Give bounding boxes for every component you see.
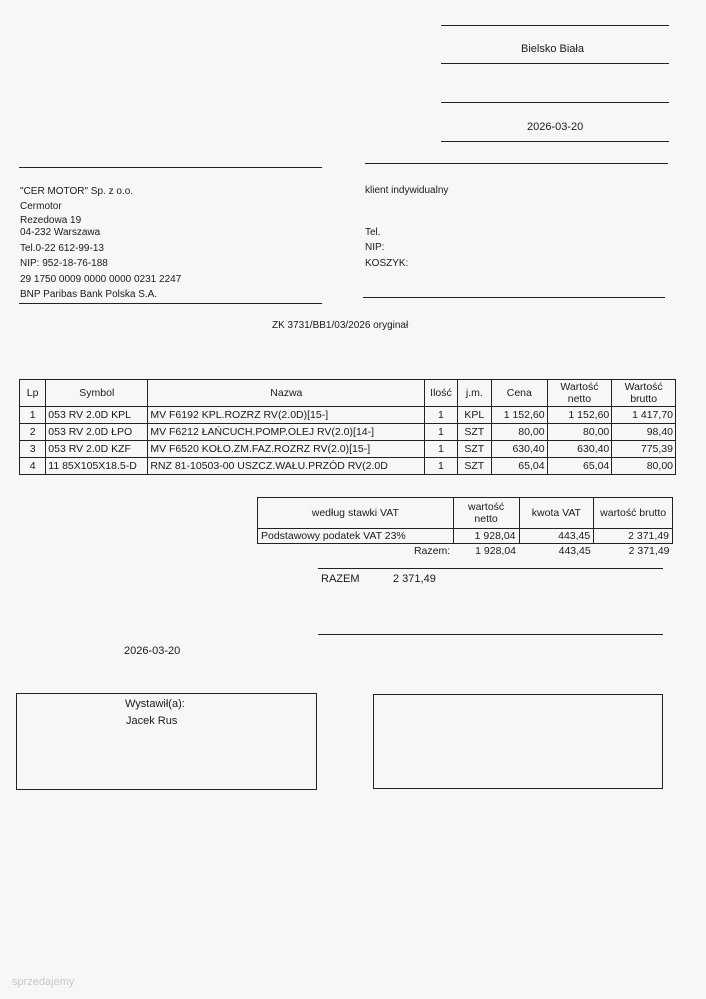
divider xyxy=(365,163,668,164)
cell-ilosc: 1 xyxy=(425,407,457,424)
table-row xyxy=(20,424,676,441)
cell-jm: SZT xyxy=(457,441,491,458)
cell-nazwa: MV F6520 KOŁO.ZM.FAZ.ROZRZ RV(2.0)[15-] xyxy=(148,441,425,458)
cell-nazwa: RNZ 81-10503-00 USZCZ.WAŁU.PRZÓD RV(2.0D xyxy=(148,458,425,475)
cell-lp: 2 xyxy=(20,424,46,441)
vat-total-kwota: 443,45 xyxy=(558,545,591,557)
divider xyxy=(318,634,663,635)
issue-date: 2026-03-20 xyxy=(124,645,181,657)
vat-row xyxy=(258,529,673,544)
cell-nazwa: MV F6212 ŁAŃCUCH.POMP.OLEJ RV(2.0)[14-] xyxy=(148,424,425,441)
vat-cell-kwota: 443,45 xyxy=(519,529,594,544)
vat-total-netto: 1 928,04 xyxy=(475,545,517,557)
divider xyxy=(441,25,669,26)
divider xyxy=(441,102,669,103)
cell-brutto: 775,39 xyxy=(612,441,676,458)
header-date: 2026-03-20 xyxy=(527,121,584,133)
cell-brutto: 80,00 xyxy=(612,458,676,475)
cell-lp: 4 xyxy=(20,458,46,475)
divider xyxy=(19,303,322,304)
seller-city: 04-232 Warszawa xyxy=(20,227,101,238)
vat-header-row xyxy=(258,498,673,529)
buyer-nip-label: NIP: xyxy=(365,242,385,253)
vat-cell-netto: 1 928,04 xyxy=(453,529,519,544)
header-ilosc: Ilość xyxy=(425,380,457,407)
divider xyxy=(318,568,663,569)
vat-total-label: Razem: xyxy=(413,545,451,557)
issuer-label: Wystawił(a): xyxy=(125,698,185,710)
cell-nazwa: MV F6192 KPL.ROZRZ RV(2.0D)[15-] xyxy=(148,407,425,424)
items-table xyxy=(19,379,676,475)
cell-jm: SZT xyxy=(457,424,491,441)
vat-header-kwota: kwota VAT xyxy=(519,498,594,529)
watermark-text: sprzedajemy xyxy=(12,976,75,988)
vat-header-rate: według stawki VAT xyxy=(258,498,454,529)
vat-header-netto: wartość netto xyxy=(453,498,519,529)
table-row xyxy=(20,458,676,475)
cell-symbol: 053 RV 2.0D KZF xyxy=(46,441,148,458)
seller-account: 29 1750 0009 0000 0000 0231 2247 xyxy=(20,274,182,285)
issuer-box xyxy=(16,693,317,790)
cell-ilosc: 1 xyxy=(425,441,457,458)
summary-label: RAZEM xyxy=(321,573,360,585)
cell-jm: KPL xyxy=(457,407,491,424)
divider xyxy=(441,141,669,142)
buyer-koszyk-label: KOSZYK: xyxy=(365,258,409,269)
vat-total-row xyxy=(258,544,673,559)
cell-netto: 630,40 xyxy=(547,441,612,458)
seller-nip: NIP: 952-18-76-188 xyxy=(20,258,108,269)
cell-cena: 630,40 xyxy=(492,441,548,458)
divider xyxy=(19,167,322,168)
divider xyxy=(441,63,669,64)
cell-lp: 3 xyxy=(20,441,46,458)
cell-netto: 65,04 xyxy=(547,458,612,475)
seller-short: Cermotor xyxy=(20,201,62,212)
vat-header-brutto: wartość brutto xyxy=(594,498,673,529)
seller-bank: BNP Paribas Bank Polska S.A. xyxy=(20,289,158,300)
cell-cena: 80,00 xyxy=(492,424,548,441)
cell-symbol: 053 RV 2.0D KPL xyxy=(46,407,148,424)
vat-cell-brutto: 2 371,49 xyxy=(594,529,673,544)
recipient-box xyxy=(373,694,663,789)
cell-brutto: 98,40 xyxy=(612,424,676,441)
cell-cena: 1 152,60 xyxy=(492,407,548,424)
header-symbol: Symbol xyxy=(46,380,148,407)
cell-ilosc: 1 xyxy=(425,424,457,441)
header-wartosc-brutto: Wartość brutto xyxy=(612,380,676,407)
divider xyxy=(363,297,665,298)
buyer-name: klient indywidualny xyxy=(365,185,449,196)
table-row xyxy=(20,441,676,458)
cell-ilosc: 1 xyxy=(425,458,457,475)
header-lp: Lp xyxy=(20,380,46,407)
items-header-row xyxy=(20,380,676,407)
table-row xyxy=(20,407,676,424)
header-cena: Cena xyxy=(492,380,548,407)
seller-street: Rezedowa 19 xyxy=(20,215,82,226)
header-jm: j.m. xyxy=(457,380,491,407)
cell-lp: 1 xyxy=(20,407,46,424)
vat-table xyxy=(257,497,673,558)
seller-phone: Tel.0-22 612-99-13 xyxy=(20,243,104,254)
vat-cell-rate: Podstawowy podatek VAT 23% xyxy=(258,529,454,544)
cell-cena: 65,04 xyxy=(492,458,548,475)
cell-jm: SZT xyxy=(457,458,491,475)
issuer-name: Jacek Rus xyxy=(126,715,178,727)
summary-value: 2 371,49 xyxy=(393,573,436,585)
cell-symbol: 11 85X105X18.5-D xyxy=(46,458,148,475)
document-title: ZK 3731/BB1/03/2026 oryginał xyxy=(272,320,409,331)
buyer-tel-label: Tel. xyxy=(365,227,381,238)
cell-symbol: 053 RV 2.0D ŁPO xyxy=(46,424,148,441)
seller-name: "CER MOTOR" Sp. z o.o. xyxy=(20,186,134,197)
place-text: Bielsko Biała xyxy=(521,43,584,55)
cell-netto: 80,00 xyxy=(547,424,612,441)
cell-netto: 1 152,60 xyxy=(547,407,612,424)
vat-total-brutto: 2 371,49 xyxy=(628,545,670,557)
header-nazwa: Nazwa xyxy=(148,380,425,407)
header-wartosc-netto: Wartość netto xyxy=(547,380,612,407)
cell-brutto: 1 417,70 xyxy=(612,407,676,424)
